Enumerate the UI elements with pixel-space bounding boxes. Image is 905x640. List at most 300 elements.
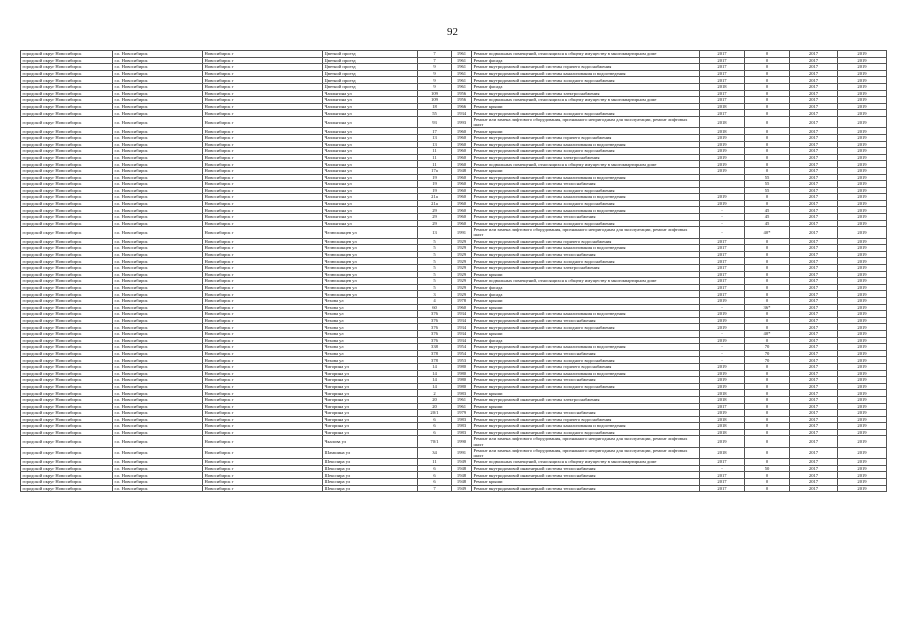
- cost-cell: 55: [745, 187, 790, 194]
- municipality-cell: городской округ Новосибирск: [21, 423, 113, 430]
- district-cell: г.о. Новосибирск: [113, 97, 203, 104]
- period-start-cell: 2017: [790, 251, 838, 258]
- city-cell: Новосибирск г: [203, 350, 323, 357]
- plan-year-cell: 2017: [700, 110, 745, 117]
- work-type-cell: Ремонт внутридомовой инженерной системы холодного водоснабжения: [472, 220, 700, 227]
- street-cell: Чигорина ул: [323, 396, 418, 403]
- city-cell: Новосибирск г: [203, 154, 323, 161]
- house-number-cell: 4: [418, 298, 452, 305]
- plan-year-cell: -: [700, 465, 745, 472]
- plan-year-cell: -: [700, 330, 745, 337]
- street-cell: Чаплыгина ул: [323, 148, 418, 155]
- plan-year-cell: 2017: [700, 271, 745, 278]
- district-cell: г.о. Новосибирск: [113, 324, 203, 331]
- city-cell: Новосибирск г: [203, 465, 323, 472]
- period-start-cell: 2017: [790, 70, 838, 77]
- city-cell: Новосибирск г: [203, 220, 323, 227]
- table-row: [21, 110, 887, 117]
- work-type-cell: Ремонт крыши: [472, 103, 700, 110]
- house-number-cell: 29: [418, 220, 452, 227]
- cost-cell: 0: [745, 258, 790, 265]
- period-end-cell: 2019: [838, 423, 887, 430]
- table-row: [21, 298, 887, 305]
- table-row: [21, 251, 887, 258]
- period-end-cell: 2019: [838, 416, 887, 423]
- house-number-cell: 34: [418, 447, 452, 458]
- plan-year-cell: 2019: [700, 410, 745, 417]
- street-cell: Чехова ул: [323, 311, 418, 318]
- house-number-cell: 376: [418, 324, 452, 331]
- cost-cell: 0: [745, 403, 790, 410]
- table-row: [21, 83, 887, 90]
- municipality-cell: городской округ Новосибирск: [21, 337, 113, 344]
- table-row: [21, 97, 887, 104]
- street-cell: Чаплыгина ул: [323, 207, 418, 214]
- cost-cell: 0: [745, 238, 790, 245]
- city-cell: Новосибирск г: [203, 390, 323, 397]
- work-type-cell: Ремонт внутридомовой инженерной системы канализования и водоотведения: [472, 423, 700, 430]
- period-end-cell: 2019: [838, 148, 887, 155]
- district-cell: г.о. Новосибирск: [113, 265, 203, 272]
- city-cell: Новосибирск г: [203, 298, 323, 305]
- work-type-cell: Ремонт внутридомовой инженерной системы горячего водоснабжения: [472, 134, 700, 141]
- cost-cell: 0: [745, 97, 790, 104]
- cost-cell: 45: [745, 214, 790, 221]
- street-cell: Чаплыгина ул: [323, 161, 418, 168]
- period-start-cell: 2017: [790, 161, 838, 168]
- build-year-cell: 1954: [452, 350, 472, 357]
- period-start-cell: 2017: [790, 472, 838, 479]
- city-cell: Новосибирск г: [203, 227, 323, 238]
- street-cell: Чаплыгина ул: [323, 174, 418, 181]
- cost-cell: 0: [745, 51, 790, 58]
- period-start-cell: 2017: [790, 154, 838, 161]
- district-cell: г.о. Новосибирск: [113, 423, 203, 430]
- table-row: [21, 70, 887, 77]
- house-number-cell: 109: [418, 90, 452, 97]
- city-cell: Новосибирск г: [203, 423, 323, 430]
- period-start-cell: 2017: [790, 416, 838, 423]
- street-cell: Челюскинцев ул: [323, 251, 418, 258]
- period-end-cell: 2019: [838, 330, 887, 337]
- plan-year-cell: 2019: [700, 134, 745, 141]
- cost-cell: 0: [745, 116, 790, 127]
- municipality-cell: городской округ Новосибирск: [21, 284, 113, 291]
- plan-year-cell: -: [700, 227, 745, 238]
- table-row: [21, 284, 887, 291]
- cost-cell: 0: [745, 284, 790, 291]
- table-row: [21, 167, 887, 174]
- city-cell: Новосибирск г: [203, 472, 323, 479]
- district-cell: г.о. Новосибирск: [113, 134, 203, 141]
- work-type-cell: Ремонт внутридомовой инженерной системы горячего водоснабжения: [472, 416, 700, 423]
- house-number-cell: 9: [418, 70, 452, 77]
- street-cell: Челюскинцев ул: [323, 265, 418, 272]
- work-type-cell: Ремонт подвальных помещений, относящихся к общему имуществу в многоквартирном доме: [472, 459, 700, 466]
- work-type-cell: Ремонт крыши: [472, 330, 700, 337]
- municipality-cell: городской округ Новосибирск: [21, 271, 113, 278]
- city-cell: Новосибирск г: [203, 337, 323, 344]
- table-row: [21, 472, 887, 479]
- street-cell: Чкалова ул: [323, 436, 418, 447]
- table-row: [21, 337, 887, 344]
- house-number-cell: 70/1: [418, 436, 452, 447]
- plan-year-cell: 2018: [700, 116, 745, 127]
- street-cell: Цветной проезд: [323, 64, 418, 71]
- cost-cell: 0: [745, 436, 790, 447]
- cost-cell: 0: [745, 311, 790, 318]
- city-cell: Новосибирск г: [203, 148, 323, 155]
- period-start-cell: 2017: [790, 459, 838, 466]
- period-end-cell: 2019: [838, 396, 887, 403]
- work-type-cell: Ремонт крыши: [472, 390, 700, 397]
- table-row: [21, 116, 887, 127]
- work-type-cell: Ремонт подвальных помещений, относящихся к общему имуществу в многоквартирном доме: [472, 161, 700, 168]
- street-cell: Чаплыгина ул: [323, 116, 418, 127]
- period-start-cell: 2017: [790, 90, 838, 97]
- house-number-cell: 55: [418, 110, 452, 117]
- district-cell: г.о. Новосибирск: [113, 278, 203, 285]
- city-cell: Новосибирск г: [203, 396, 323, 403]
- municipality-cell: городской округ Новосибирск: [21, 207, 113, 214]
- build-year-cell: 1949: [452, 459, 472, 466]
- plan-year-cell: 2017: [700, 90, 745, 97]
- period-end-cell: 2019: [838, 134, 887, 141]
- city-cell: Новосибирск г: [203, 479, 323, 486]
- period-start-cell: 2017: [790, 337, 838, 344]
- period-end-cell: 2019: [838, 350, 887, 357]
- build-year-cell: 1956: [452, 90, 472, 97]
- work-type-cell: Ремонт крыши: [472, 271, 700, 278]
- city-cell: Новосибирск г: [203, 187, 323, 194]
- work-type-cell: Ремонт внутридомовой инженерной системы теплоснабжения: [472, 472, 700, 479]
- build-year-cell: 1991: [452, 447, 472, 458]
- cost-cell: 0: [745, 245, 790, 252]
- municipality-cell: городской округ Новосибирск: [21, 90, 113, 97]
- street-cell: Челюскинцев ул: [323, 238, 418, 245]
- municipality-cell: городской округ Новосибирск: [21, 278, 113, 285]
- municipality-cell: городской округ Новосибирск: [21, 396, 113, 403]
- period-start-cell: 2017: [790, 324, 838, 331]
- street-cell: Чехова ул: [323, 357, 418, 364]
- period-end-cell: 2019: [838, 245, 887, 252]
- street-cell: Челюскинцев ул: [323, 227, 418, 238]
- period-end-cell: 2019: [838, 271, 887, 278]
- plan-year-cell: 2018: [700, 429, 745, 436]
- build-year-cell: 1953: [452, 357, 472, 364]
- plan-year-cell: 2017: [700, 238, 745, 245]
- period-end-cell: 2019: [838, 64, 887, 71]
- work-type-cell: Ремонт фасада: [472, 291, 700, 298]
- plan-year-cell: 2018: [700, 416, 745, 423]
- municipality-cell: городской округ Новосибирск: [21, 57, 113, 64]
- build-year-cell: 1960: [452, 141, 472, 148]
- build-year-cell: 1960: [452, 304, 472, 311]
- build-year-cell: 1980: [452, 363, 472, 370]
- district-cell: г.о. Новосибирск: [113, 311, 203, 318]
- city-cell: Новосибирск г: [203, 311, 323, 318]
- municipality-cell: городской округ Новосибирск: [21, 116, 113, 127]
- city-cell: Новосибирск г: [203, 265, 323, 272]
- table-row: [21, 363, 887, 370]
- house-number-cell: 376: [418, 330, 452, 337]
- municipality-cell: городской округ Новосибирск: [21, 485, 113, 492]
- house-number-cell: 60: [418, 304, 452, 311]
- house-number-cell: 6: [418, 479, 452, 486]
- work-type-cell: Ремонт внутридомовой инженерной системы теплоснабжения: [472, 181, 700, 188]
- house-number-cell: 19: [418, 187, 452, 194]
- table-row: [21, 370, 887, 377]
- table-row: [21, 154, 887, 161]
- district-cell: г.о. Новосибирск: [113, 304, 203, 311]
- period-start-cell: 2017: [790, 344, 838, 351]
- house-number-cell: 19: [418, 181, 452, 188]
- period-start-cell: 2017: [790, 383, 838, 390]
- period-end-cell: 2019: [838, 116, 887, 127]
- period-end-cell: 2019: [838, 141, 887, 148]
- district-cell: г.о. Новосибирск: [113, 416, 203, 423]
- build-year-cell: 1980: [452, 377, 472, 384]
- build-year-cell: 1960: [452, 148, 472, 155]
- municipality-cell: городской округ Новосибирск: [21, 410, 113, 417]
- house-number-cell: 11: [418, 459, 452, 466]
- table-row: [21, 447, 887, 458]
- period-start-cell: 2017: [790, 116, 838, 127]
- work-type-cell: Ремонт внутридомовой инженерной системы канализования и водоотведения: [472, 174, 700, 181]
- cost-cell: 0: [745, 141, 790, 148]
- build-year-cell: 1960: [452, 187, 472, 194]
- build-year-cell: 1980: [452, 370, 472, 377]
- cost-cell: 0: [745, 70, 790, 77]
- work-type-cell: Ремонт внутридомовой инженерной системы холодного водоснабжения: [472, 429, 700, 436]
- period-start-cell: 2017: [790, 207, 838, 214]
- house-number-cell: 93: [418, 116, 452, 127]
- city-cell: Новосибирск г: [203, 258, 323, 265]
- table-row: [21, 207, 887, 214]
- municipality-cell: городской округ Новосибирск: [21, 429, 113, 436]
- period-end-cell: 2019: [838, 278, 887, 285]
- work-type-cell: Ремонт внутридомовой инженерной системы горячего водоснабжения: [472, 238, 700, 245]
- district-cell: г.о. Новосибирск: [113, 167, 203, 174]
- work-type-cell: Ремонт внутридомовой инженерной системы канализования и водоотведения: [472, 245, 700, 252]
- plan-year-cell: 2017: [700, 57, 745, 64]
- cost-cell: 0: [745, 194, 790, 201]
- street-cell: Цветной проезд: [323, 57, 418, 64]
- table-row: [21, 317, 887, 324]
- municipality-cell: городской округ Новосибирск: [21, 214, 113, 221]
- plan-year-cell: 2017: [700, 265, 745, 272]
- cost-cell: 0: [745, 410, 790, 417]
- district-cell: г.о. Новосибирск: [113, 447, 203, 458]
- period-end-cell: 2019: [838, 200, 887, 207]
- plan-year-cell: 2017: [700, 479, 745, 486]
- house-number-cell: 338: [418, 344, 452, 351]
- plan-year-cell: 2018: [700, 390, 745, 397]
- street-cell: Чаплыгина ул: [323, 90, 418, 97]
- cost-cell: 55: [745, 181, 790, 188]
- period-start-cell: 2017: [790, 174, 838, 181]
- build-year-cell: 1961: [452, 77, 472, 84]
- table-row: [21, 350, 887, 357]
- street-cell: Шамшина ул: [323, 447, 418, 458]
- house-number-cell: 378: [418, 357, 452, 364]
- table-row: [21, 200, 887, 207]
- period-end-cell: 2019: [838, 167, 887, 174]
- cost-cell: 0: [745, 370, 790, 377]
- city-cell: Новосибирск г: [203, 214, 323, 221]
- city-cell: Новосибирск г: [203, 64, 323, 71]
- period-end-cell: 2019: [838, 161, 887, 168]
- work-type-cell: Ремонт внутридомовой инженерной системы канализования и водоотведения: [472, 194, 700, 201]
- city-cell: Новосибирск г: [203, 116, 323, 127]
- build-year-cell: 1960: [452, 134, 472, 141]
- street-cell: Челюскинцев ул: [323, 271, 418, 278]
- house-number-cell: 376: [418, 311, 452, 318]
- table-row: [21, 181, 887, 188]
- build-year-cell: 1961: [452, 57, 472, 64]
- plan-year-cell: -: [700, 214, 745, 221]
- cost-cell: 0: [745, 83, 790, 90]
- period-start-cell: 2017: [790, 304, 838, 311]
- street-cell: Чигорина ул: [323, 410, 418, 417]
- table-row: [21, 383, 887, 390]
- work-type-cell: Ремонт внутридомовой инженерной системы холодного водоснабжения: [472, 110, 700, 117]
- cost-cell: 0: [745, 459, 790, 466]
- municipality-cell: городской округ Новосибирск: [21, 227, 113, 238]
- work-type-cell: Ремонт фасада: [472, 337, 700, 344]
- build-year-cell: 1960: [452, 200, 472, 207]
- district-cell: г.о. Новосибирск: [113, 298, 203, 305]
- period-start-cell: 2017: [790, 350, 838, 357]
- municipality-cell: городской округ Новосибирск: [21, 134, 113, 141]
- period-start-cell: 2017: [790, 396, 838, 403]
- city-cell: Новосибирск г: [203, 134, 323, 141]
- work-type-cell: Ремонт внутридомовой инженерной системы канализования и водоотведения: [472, 207, 700, 214]
- period-start-cell: 2017: [790, 363, 838, 370]
- municipality-cell: городской округ Новосибирск: [21, 97, 113, 104]
- work-type-cell: Ремонт внутридомовой инженерной системы теплоснабжения: [472, 377, 700, 384]
- cost-cell: 0: [745, 161, 790, 168]
- work-type-cell: Ремонт внутридомовой инженерной системы электроснабжения: [472, 265, 700, 272]
- street-cell: Чигорина ул: [323, 423, 418, 430]
- street-cell: Чехова ул: [323, 344, 418, 351]
- district-cell: г.о. Новосибирск: [113, 485, 203, 492]
- street-cell: Чигорина ул: [323, 363, 418, 370]
- city-cell: Новосибирск г: [203, 207, 323, 214]
- cost-cell: 0: [745, 200, 790, 207]
- work-type-cell: Ремонт внутридомовой инженерной системы электроснабжения: [472, 90, 700, 97]
- plan-year-cell: -: [700, 344, 745, 351]
- city-cell: Новосибирск г: [203, 77, 323, 84]
- repair-registry-table: [20, 50, 887, 492]
- plan-year-cell: 2018: [700, 128, 745, 135]
- district-cell: г.о. Новосибирск: [113, 90, 203, 97]
- plan-year-cell: 2017: [700, 70, 745, 77]
- house-number-cell: 29: [418, 207, 452, 214]
- build-year-cell: 1980: [452, 383, 472, 390]
- district-cell: г.о. Новосибирск: [113, 207, 203, 214]
- street-cell: Чехова ул: [323, 324, 418, 331]
- municipality-cell: городской округ Новосибирск: [21, 465, 113, 472]
- period-start-cell: 2017: [790, 57, 838, 64]
- house-number-cell: 6: [418, 429, 452, 436]
- house-number-cell: 3: [418, 291, 452, 298]
- street-cell: Цветной проезд: [323, 83, 418, 90]
- period-end-cell: 2019: [838, 429, 887, 436]
- city-cell: Новосибирск г: [203, 90, 323, 97]
- period-end-cell: 2019: [838, 447, 887, 458]
- street-cell: Шекспира ул: [323, 465, 418, 472]
- district-cell: г.о. Новосибирск: [113, 64, 203, 71]
- build-year-cell: 1954: [452, 344, 472, 351]
- work-type-cell: Ремонт внутридомовой инженерной системы теплоснабжения: [472, 485, 700, 492]
- period-end-cell: 2019: [838, 344, 887, 351]
- street-cell: Шекспира ул: [323, 472, 418, 479]
- street-cell: Чигорина ул: [323, 383, 418, 390]
- plan-year-cell: 2019: [700, 200, 745, 207]
- period-end-cell: 2019: [838, 390, 887, 397]
- period-end-cell: 2019: [838, 238, 887, 245]
- cost-cell: 45: [745, 220, 790, 227]
- municipality-cell: городской округ Новосибирск: [21, 344, 113, 351]
- period-end-cell: 2019: [838, 70, 887, 77]
- table-row: [21, 423, 887, 430]
- work-type-cell: Ремонт внутридомовой инженерной системы холодного водоснабжения: [472, 77, 700, 84]
- table-row: [21, 220, 887, 227]
- table-row: [21, 187, 887, 194]
- district-cell: г.о. Новосибирск: [113, 357, 203, 364]
- city-cell: Новосибирск г: [203, 181, 323, 188]
- house-number-cell: 20/1: [418, 410, 452, 417]
- municipality-cell: городской округ Новосибирск: [21, 141, 113, 148]
- city-cell: Новосибирск г: [203, 141, 323, 148]
- district-cell: г.о. Новосибирск: [113, 214, 203, 221]
- period-start-cell: 2017: [790, 167, 838, 174]
- period-end-cell: 2019: [838, 220, 887, 227]
- build-year-cell: 1961: [452, 70, 472, 77]
- district-cell: г.о. Новосибирск: [113, 291, 203, 298]
- district-cell: г.о. Новосибирск: [113, 410, 203, 417]
- street-cell: Цветной проезд: [323, 70, 418, 77]
- work-type-cell: Ремонт внутридомовой инженерной системы теплоснабжения: [472, 251, 700, 258]
- cost-cell: 70: [745, 350, 790, 357]
- period-end-cell: 2019: [838, 324, 887, 331]
- table-row: [21, 51, 887, 58]
- build-year-cell: 1929: [452, 265, 472, 272]
- street-cell: Челюскинцев ул: [323, 284, 418, 291]
- city-cell: Новосибирск г: [203, 363, 323, 370]
- period-end-cell: 2019: [838, 128, 887, 135]
- house-number-cell: 13: [418, 134, 452, 141]
- municipality-cell: городской округ Новосибирск: [21, 363, 113, 370]
- period-start-cell: 2017: [790, 330, 838, 337]
- municipality-cell: городской округ Новосибирск: [21, 103, 113, 110]
- period-end-cell: 2019: [838, 436, 887, 447]
- plan-year-cell: 2017: [700, 97, 745, 104]
- build-year-cell: 1934: [452, 110, 472, 117]
- cost-cell: 0: [745, 485, 790, 492]
- period-start-cell: 2017: [790, 311, 838, 318]
- municipality-cell: городской округ Новосибирск: [21, 383, 113, 390]
- house-number-cell: 29: [418, 214, 452, 221]
- district-cell: г.о. Новосибирск: [113, 377, 203, 384]
- city-cell: Новосибирск г: [203, 57, 323, 64]
- street-cell: Цветной проезд: [323, 77, 418, 84]
- work-type-cell: Ремонт внутридомовой инженерной системы холодного водоснабжения: [472, 357, 700, 364]
- street-cell: Чаплыгина ул: [323, 110, 418, 117]
- plan-year-cell: 2019: [700, 148, 745, 155]
- district-cell: г.о. Новосибирск: [113, 200, 203, 207]
